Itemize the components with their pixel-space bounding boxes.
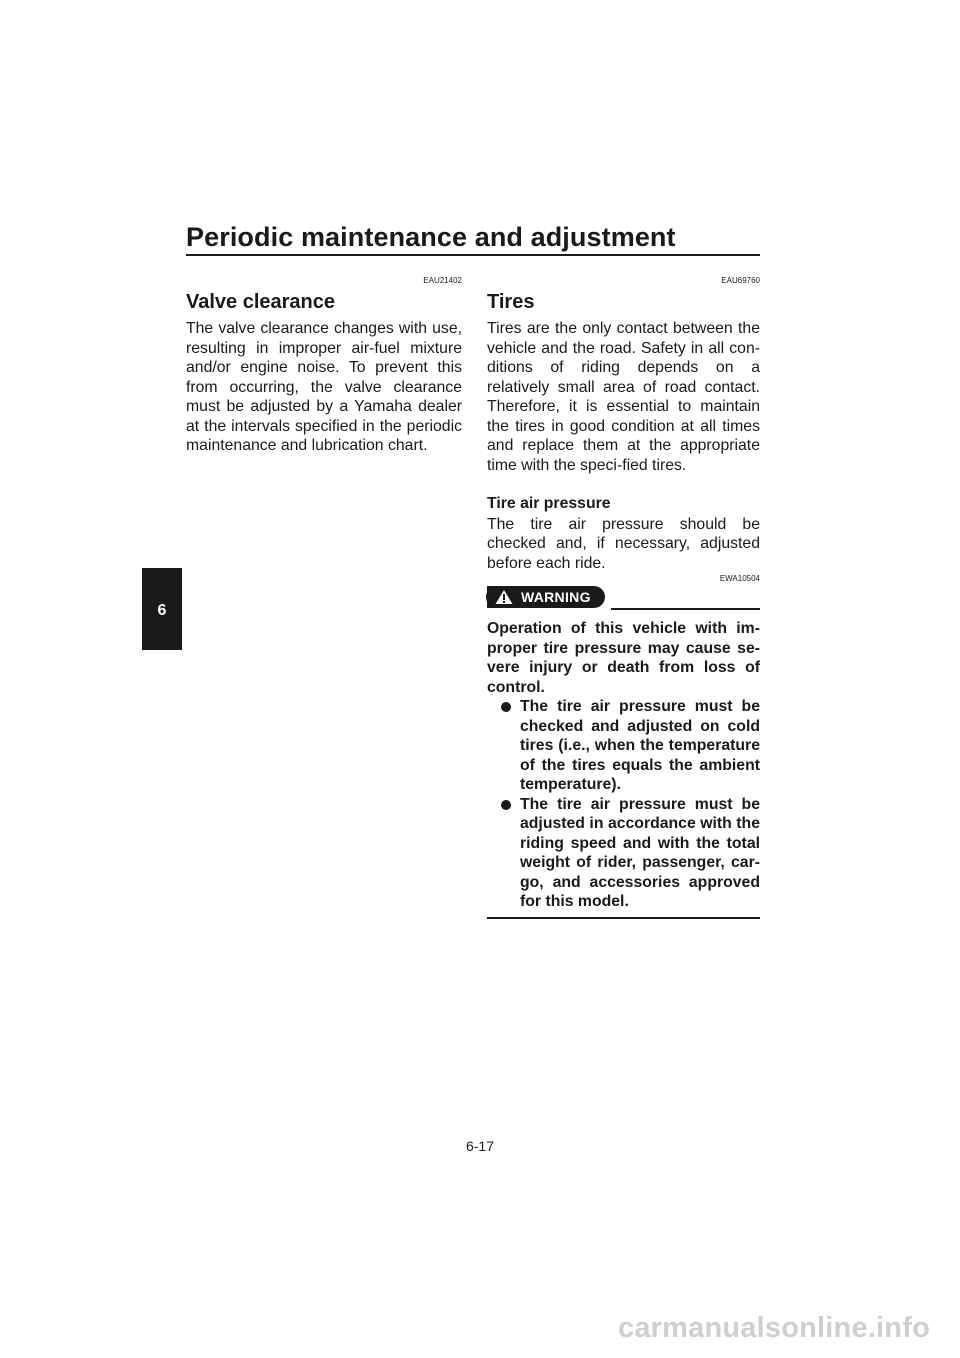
- right-column: [487, 276, 760, 919]
- page-number: 6-17: [465, 1138, 495, 1154]
- warning-badge: [487, 586, 605, 608]
- header-rule: [186, 254, 760, 256]
- warning-intro: Operation of this vehicle with im-proper tire pressure may cause se-vere injury or death from loss of control.: [487, 620, 760, 696]
- bullet-icon: [501, 702, 511, 712]
- section-heading-valve-clearance: Valve clearance: [186, 291, 336, 313]
- warning-rule: [611, 608, 760, 610]
- section-code: EAU21402: [423, 276, 462, 285]
- warning-bullet-item: [487, 697, 760, 795]
- tires-body: Tires are the only contact between the vehicle and the road. Safety in all con-ditions of riding depends on a relatively small area of road contact. Therefore, it is essential to maintain the tires in good condition at all times and replace them at the appropriate time with the speci-fied tires.: [487, 320, 760, 474]
- left-column: [186, 276, 462, 456]
- warning-bullet-item: [487, 795, 760, 912]
- warning-code: EWA10504: [719, 574, 760, 583]
- watermark[interactable]: carmanualsonline.info: [618, 1312, 930, 1344]
- section-heading-tires: Tires: [487, 291, 535, 313]
- subheading-tire-air-pressure: Tire air pressure: [487, 495, 611, 512]
- chapter-tab-number: 6: [157, 602, 167, 619]
- page-title: Periodic maintenance and adjustment: [186, 222, 676, 252]
- warning-triangle-icon: [495, 589, 513, 605]
- warning-label: WARNING: [521, 589, 591, 605]
- valve-clearance-body: The valve clearance changes with use, resulting in improper air-fuel mixture and/or engine noise. To prevent this from occurring, the valve clearance must be adjusted by a Yamaha dealer at the intervals specified in the periodic maintenance and lubrication chart.: [186, 320, 462, 454]
- warning-header: [487, 584, 760, 616]
- warning-bullet-text: The tire air pressure must be adjusted in accordance with the riding speed and with the total weight of rider, passenger, car-go, and accessories approved for this model.: [520, 795, 760, 910]
- warning-bottom-rule: [487, 917, 760, 919]
- tire-air-pressure-body: The tire air pressure should be checked and, if necessary, adjusted before each ride.: [487, 515, 760, 572]
- bullet-icon: [501, 800, 511, 810]
- warning-bullet-text: The tire air pressure must be checked and adjusted on cold tires (i.e., when the temperature of the tires equals the ambient temperature).: [520, 698, 760, 793]
- section-code: EAU69760: [721, 276, 760, 285]
- chapter-tab: [142, 568, 182, 650]
- warning-bullet-list: [487, 697, 760, 912]
